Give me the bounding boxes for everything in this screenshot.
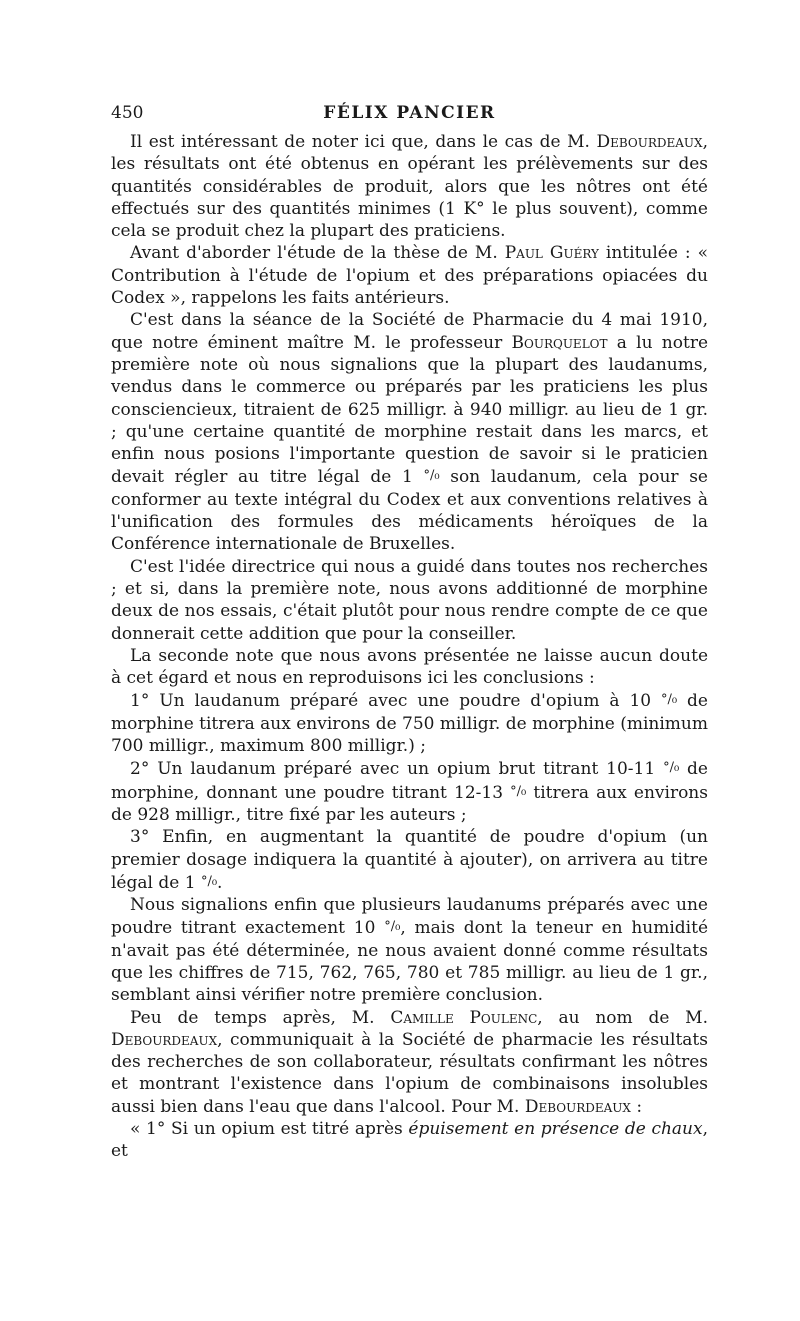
text-run: Peu de temps après, M. [130,1007,391,1028]
text-run: Bourquelot [511,332,608,353]
text-run: Nous signalions enfin que plusieurs laudanums préparés avec une poudre titrant exactement 10 [111,895,708,939]
text-run: de morphine, donnant une poudre titrant 12-13 [111,759,708,803]
text-run: °/₀ [384,919,401,935]
body-text [111,131,708,1163]
text-run: intitulée : « Contribution à l'étude de l'opium et des préparations opiacées du Codex », rappelons les faits antérieurs. [111,243,708,309]
text-run: titrera aux environs de 928 milligr., titre fixé par les auteurs ; [111,782,708,825]
paragraph [111,645,708,690]
text-run: Debourdeaux [524,1096,631,1117]
text-run: °/₀ [661,692,678,708]
text-run: , au nom de M. [537,1007,708,1028]
text-run: 2° Un laudanum préparé avec un opium brut titrant 10-11 [130,759,664,780]
text-run: Camille Poulenc [390,1007,538,1028]
text-run: , mais dont la teneur en humidité n'avait pas été déterminée, ne nous avaient donné comme résultats que les chiffres de 715, 762, 765, 780 et 785 milligr. au lieu de 1 gr., semblant ainsi vérifier notre première conclusion. [111,918,708,1006]
text-run: « 1° Si un opium est titré après [130,1119,409,1140]
text-run: 1° Un laudanum préparé avec une poudre d'opium à 10 [130,691,662,712]
text-run: °/₀ [423,468,440,484]
text-run: , communiquait à la Société de pharmacie les résultats des recherches de son collaborateur, résultats confirmant les nôtres et montrant l'existence dans l'opium de combinaisons insolubles aussi bien dans l'eau que dans l'alcool. Pour M. [111,1029,708,1117]
text-run: épuisement en présence de chaux [408,1119,703,1140]
text-run: Il est intéressant de noter ici que, dans le cas de M. [130,132,597,152]
paragraph [111,826,708,894]
paragraph [111,757,708,826]
text-run: son laudanum, cela pour se conformer au texte intégral du Codex et aux conventions relatives à l'unification des formules des médicaments héroïques de la Conférence internationale de Bruxelles. [111,467,708,555]
page-header [111,103,708,127]
text-run: °/₀ [663,760,680,776]
text-run: , et [111,1119,708,1162]
paragraph [111,689,708,757]
page-number: 450 [111,103,144,123]
text-run: °/₀ [510,783,527,799]
text-run: La seconde note que nous avons présentée ne laisse aucun doute à cet égard et nous en reproduisons ici les conclusions : [111,645,708,689]
text-run: C'est l'idée directrice qui nous a guidé dans toutes nos recherches ; et si, dans la première note, nous avons additionné de morphine deux de nos essais, c'était plutôt pour nous rendre compte de ce que donnerait cette addition que pour la conseiller. [111,556,708,644]
text-run: Debourdeaux [596,132,703,152]
text-run: 3° Enfin, en augmentant la quantité de poudre d'opium (un premier dosage indiquera la quantité à ajouter), on arrivera au titre légal de 1 [111,827,708,893]
text-run: °/₀ [200,873,218,889]
text-run: de morphine titrera aux environs de 750 milligr. de morphine (minimum 700 milligr., maximum 800 milligr.) ; [111,691,708,757]
text-run: Debourdeaux [111,1029,218,1050]
paragraph [111,1118,708,1163]
text-run: Avant d'aborder l'étude de la thèse de M. [130,243,505,264]
paragraph [111,131,708,242]
text-run: Paul Guéry [504,243,599,264]
text-run: a lu notre première note où nous signalions que la plupart des laudanums, vendus dans le commerce ou préparés par les praticiens les plus consciencieux, titraient de 625 milligr. à 940 milligr. au lieu de 1 gr. ; qu'une certaine quantité de morphine restait dans les marcs, et enfin nous posions l'importante question de savoir si le praticien devait régler au titre légal de 1 [111,332,709,488]
running-title: FÉLIX PANCIER [323,103,496,123]
paragraph [111,309,708,555]
text-run: : [630,1096,643,1117]
paragraph [111,894,708,1006]
paragraph [111,242,708,309]
text-run: , les résultats ont été obtenus en opérant les prélèvements sur des quantités considérables de produit, alors que les nôtres ont été effectués sur des quantités minimes (1 K° le plus souvent), comme cela se produit chez la plupart des praticiens. [111,132,708,242]
text-run: C'est dans la séance de la Société de Pharmacie du 4 mai 1910, que notre éminent maître M. le professeur [111,310,708,353]
text-run: . [217,872,223,893]
paragraph [111,556,708,645]
paragraph [111,1007,708,1118]
